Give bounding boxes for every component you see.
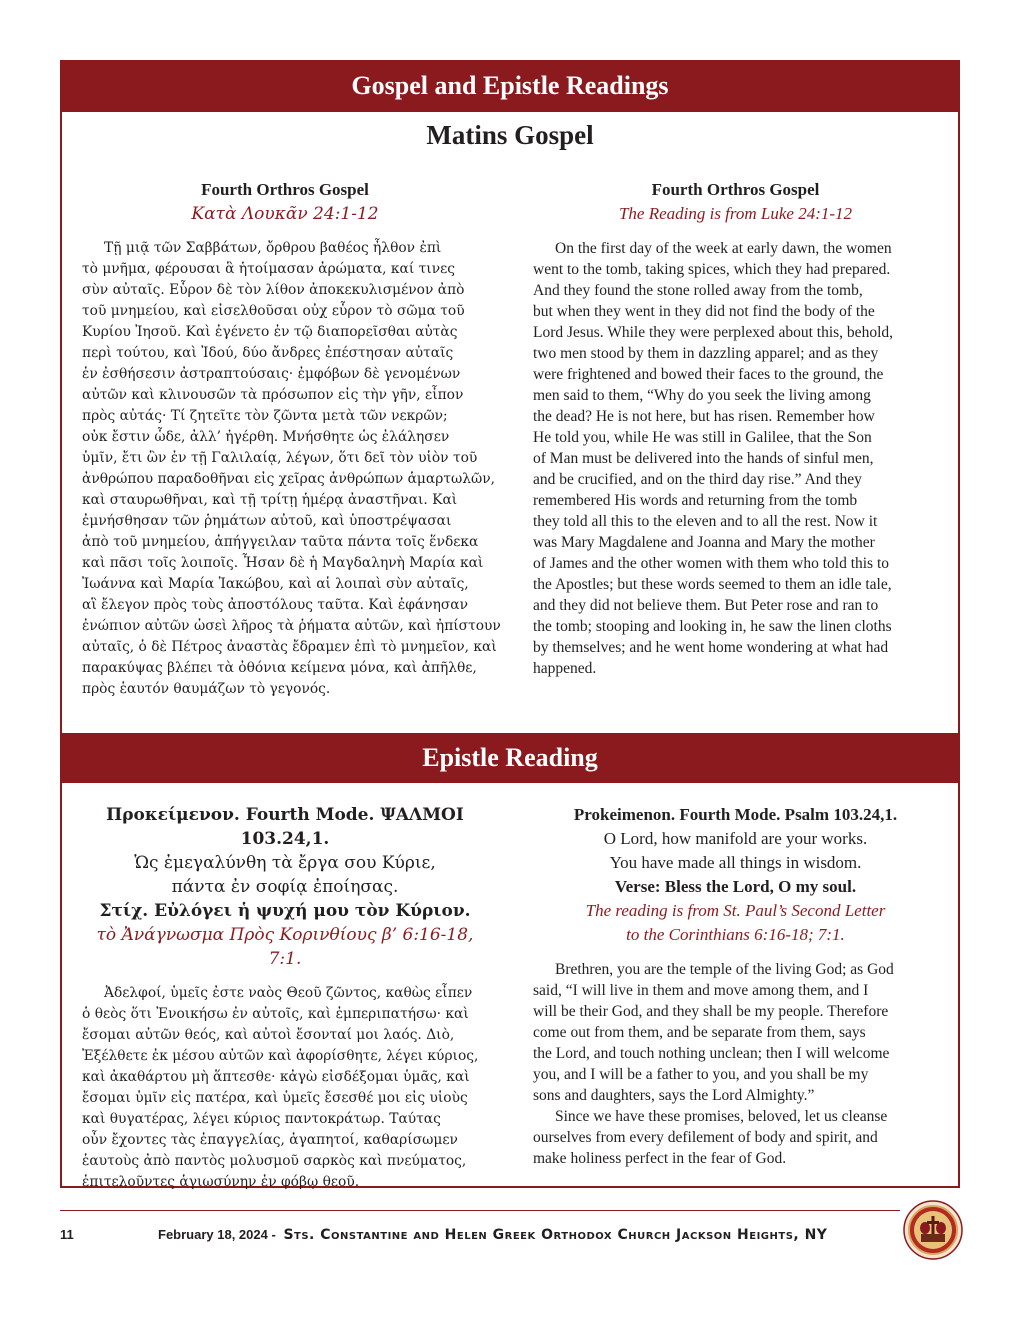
prokeimenon-english-line1: O Lord, how manifold are your works. bbox=[603, 829, 868, 848]
text-line: come out from them, and be separate from them, says bbox=[533, 1024, 866, 1041]
text-line: remembered His words and returning from the tomb bbox=[533, 492, 858, 509]
text-line: πρὸς ἑαυτόν θαυμάζων τὸ γεγονός. bbox=[82, 681, 331, 697]
text-line: was Mary Magdalene and Joanna and Mary the mother bbox=[533, 534, 875, 551]
text-line: the tomb; stooping and looking in, he saw the linen cloths bbox=[533, 618, 892, 635]
text-line: of James and the other women with them who told this to bbox=[533, 555, 890, 572]
text-line: σὺν αὐταῖς. Εὗρον δὲ τὸν λίθον ἀποκεκυλισμένον ἀπὸ bbox=[82, 282, 465, 298]
text-line: ἔσομαι αὐτῶν θεός, καὶ αὐτοὶ ἔσονταί μοι λαός. Διὸ, bbox=[82, 1027, 455, 1043]
section-banner-readings: Gospel and Epistle Readings bbox=[60, 60, 960, 112]
text-line: αὐτῶν καὶ κλινουσῶν τὰ πρόσωπον εἰς τὴν γῆν, εἶπον bbox=[82, 387, 464, 403]
text-line: καὶ θυγατέρας, λέγει κύριος παντοκράτωρ. Ταύτας bbox=[82, 1111, 441, 1127]
text-line: the Apostles; but these words seemed to them an idle tale, bbox=[533, 576, 892, 593]
text-line: Ἰωάννα καὶ Μαρία Ἰακώβου, καὶ αἱ λοιπαὶ σὺν αὐταῖς, bbox=[82, 576, 469, 592]
text-line: αἳ ἔλεγον πρὸς τοὺς ἀποστόλους ταῦτα. Καὶ ἐφάνησαν bbox=[82, 597, 469, 613]
epistle-english-reference-line2: to the Corinthians 6:16-18; 7:1. bbox=[626, 925, 845, 944]
church-seal-icon bbox=[903, 1200, 963, 1260]
page-number: 11 bbox=[60, 1227, 74, 1242]
section-banner-epistle: Epistle Reading bbox=[60, 733, 960, 783]
text-line: Κυρίου Ἰησοῦ. Καὶ ἐγένετο ἐν τῷ διαπορεῖσθαι αὐτὰς bbox=[82, 324, 458, 340]
text-line: the dead? He is not here, but has risen. Remember how bbox=[533, 408, 875, 425]
footer-separator: - bbox=[271, 1227, 276, 1242]
text-line: Ἀδελφοί, ὑμεῖς ἐστε ναὸς Θεοῦ ζῶντος, καθὼς εἶπεν bbox=[104, 985, 473, 1001]
matins-gospel-title: Matins Gospel bbox=[426, 120, 594, 150]
text-line: and be crucified, and on the third day rise.” And they bbox=[533, 471, 862, 488]
gospel-english-text bbox=[533, 238, 938, 679]
text-line: τὸ μνῆμα, φέρουσαι ἃ ἡτοίμασαν ἀρώματα, καί τινες bbox=[82, 261, 455, 277]
text-line: of Man must be delivered into the hands of sinful men, bbox=[533, 450, 874, 467]
text-line: you, and I will be a father to you, and you shall be my bbox=[533, 1066, 869, 1083]
verse-greek: Στίχ. Εὐλόγει ἡ ψυχή μου τὸν Κύριον. bbox=[99, 901, 471, 921]
text-line: αὐταῖς, ὁ δὲ Πέτρος ἀναστὰς ἔδραμεν ἐπὶ τὸ μνημεῖον, καὶ bbox=[82, 639, 497, 655]
text-line: He told you, while He was still in Galilee, that the Son bbox=[533, 429, 872, 446]
prokeimenon-greek-line2: πάντα ἐν σοφίᾳ ἐποίησας. bbox=[171, 877, 399, 897]
text-line: And they found the stone rolled away from the tomb, bbox=[533, 282, 863, 299]
text-line: they told all this to the eleven and to all the rest. Now it bbox=[533, 513, 878, 530]
text-line: happened. bbox=[533, 660, 597, 677]
text-line: τοῦ μνημείου, καὶ εἰσελθοῦσαι οὐχ εὗρον τὸ σῶμα τοῦ bbox=[82, 303, 465, 319]
text-line: ὁ θεὸς ὅτι Ἐνοικήσω ἐν αὐτοῖς, καὶ ἐμπεριπατήσω· καὶ bbox=[82, 1006, 469, 1022]
text-line: ἐπιτελοῦντες ἁγιωσύνην ἐν φόβῳ θεοῦ. bbox=[82, 1174, 360, 1190]
prokeimenon-greek: Προκείμενον. Fourth Mode. ΨΑΛΜΟΙ 103.24,1. bbox=[106, 805, 464, 849]
epistle-english-text bbox=[533, 959, 938, 1169]
text-line: make holiness perfect in the fear of God. bbox=[533, 1150, 787, 1167]
text-line: Ἐξέλθετε ἐκ μέσου αὐτῶν καὶ ἀφορίσθητε, λέγει κύριος, bbox=[82, 1048, 479, 1064]
text-line: Since we have these promises, beloved, let us cleanse bbox=[555, 1108, 888, 1125]
gospel-english-reference: The Reading is from Luke 24:1-12 bbox=[618, 204, 853, 223]
text-line: will be their God, and they shall be my people. Therefore bbox=[533, 1003, 889, 1020]
text-line: περὶ τούτου, καὶ Ἰδού, δύο ἄνδρες ἐπέστησαν αὐταῖς bbox=[82, 345, 454, 361]
text-line: ὑμῖν, ἔτι ὢν ἐν τῇ Γαλιλαίᾳ, λέγων, ὅτι δεῖ τὸν υἱὸν τοῦ bbox=[82, 450, 478, 466]
verse-english: Verse: Bless the Lord, O my soul. bbox=[614, 877, 857, 896]
text-line: On the first day of the week at early dawn, the women bbox=[555, 240, 892, 257]
text-line: the Lord, and touch nothing unclean; then I will welcome bbox=[533, 1045, 890, 1062]
text-line: two men stood by them in dazzling apparel; and as they bbox=[533, 345, 879, 362]
text-line: men said to them, “Why do you seek the living among bbox=[533, 387, 871, 404]
prokeimenon-english-line2: You have made all things in wisdom. bbox=[609, 853, 862, 872]
text-line: καὶ πᾶσι τοῖς λοιποῖς. Ἦσαν δὲ ἡ Μαγδαληνὴ Μαρία καὶ bbox=[82, 555, 484, 571]
text-line: ourselves from every defilement of body and spirit, and bbox=[533, 1129, 878, 1146]
text-line: ἐνώπιον αὐτῶν ὡσεὶ λῆρος τὰ ῥήματα αὐτῶν, καὶ ἠπίστουν bbox=[82, 618, 501, 634]
text-line: ἑαυτοὺς ἀπὸ παντὸς μολυσμοῦ σαρκὸς καὶ πνεύματος, bbox=[82, 1153, 467, 1169]
text-line: said, “I will live in them and move among them, and I bbox=[533, 982, 869, 999]
text-line: οὖν ἔχοντες τὰς ἐπαγγελίας, ἀγαπητοί, καθαρίσωμεν bbox=[82, 1132, 458, 1148]
text-line: πρὸς αὐτάς· Τί ζητεῖτε τὸν ζῶντα μετὰ τῶν νεκρῶν; bbox=[82, 408, 448, 424]
epistle-greek-reference: τὸ Ἀνάγνωσμα Πρὸς Κορινθίους β’ 6:16-18, 7:1. bbox=[96, 925, 474, 969]
epistle-greek-text bbox=[82, 983, 488, 1193]
text-line: ἐμνήσθησαν τῶν ῥημάτων αὐτοῦ, καὶ ὑποστρέψασαι bbox=[82, 513, 452, 529]
text-line: Lord Jesus. While they were perplexed about this, behold, bbox=[533, 324, 893, 341]
prokeimenon-greek-line1: Ὡς ἐμεγαλύνθη τὰ ἔργα σου Κύριε, bbox=[134, 853, 436, 873]
text-line: παρακύψας βλέπει τὰ ὀθόνια κείμενα μόνα, καὶ ἀπῆλθε, bbox=[82, 660, 477, 676]
epistle-greek-column bbox=[82, 803, 488, 1193]
footer-church-name: Sts. Constantine and Helen Greek Orthodox Church Jackson Heights, NY bbox=[283, 1227, 828, 1243]
text-line: ἔσομαι ὑμῖν εἰς πατέρα, καὶ ὑμεῖς ἔσεσθέ μοι εἰς υἱοὺς bbox=[82, 1090, 468, 1106]
gospel-greek-text bbox=[82, 238, 501, 700]
gospel-greek-column bbox=[82, 178, 501, 700]
text-line: ἐν ἐσθήσεσιν ἀστραπτούσαις· ἐμφόβων δὲ γενομένων bbox=[82, 366, 461, 382]
text-line: Brethren, you are the temple of the living God; as God bbox=[555, 961, 894, 978]
gospel-english-column bbox=[533, 178, 938, 679]
footer-date: February 18, 2024 bbox=[158, 1227, 268, 1242]
gospel-greek-reference: Κατὰ Λουκᾶν 24:1-12 bbox=[191, 204, 379, 224]
text-line: were frightened and bowed their faces to the ground, the bbox=[533, 366, 884, 383]
text-line: but when they went in they did not find the body of the bbox=[533, 303, 875, 320]
epistle-english-column bbox=[533, 803, 938, 1169]
text-line: went to the tomb, taking spices, which they had prepared. bbox=[533, 261, 891, 278]
gospel-english-heading: Fourth Orthros Gospel bbox=[651, 180, 820, 199]
gospel-greek-heading: Fourth Orthros Gospel bbox=[201, 180, 369, 199]
text-line: and they did not believe them. But Peter rose and ran to bbox=[533, 597, 879, 614]
footer-rule bbox=[60, 1210, 900, 1211]
footer-line bbox=[158, 1227, 827, 1243]
text-line: by themselves; and he went home wondering at what had bbox=[533, 639, 889, 656]
text-line: Τῇ μιᾷ τῶν Σαββάτων, ὄρθρου βαθέος ἦλθον ἐπὶ bbox=[104, 240, 442, 256]
text-line: καὶ ἀκαθάρτου μὴ ἅπτεσθε· κἀγὼ εἰσδέξομαι ὑμᾶς, καὶ bbox=[82, 1069, 470, 1085]
epistle-english-reference-line1: The reading is from St. Paul’s Second Letter bbox=[585, 901, 886, 920]
text-line: οὐκ ἔστιν ὧδε, ἀλλ’ ἠγέρθη. Μνήσθητε ὡς ἐλάλησεν bbox=[82, 429, 450, 445]
text-line: καὶ σταυρωθῆναι, καὶ τῇ τρίτῃ ἡμέρᾳ ἀναστῆναι. Καὶ bbox=[82, 492, 458, 508]
text-line: ἀπὸ τοῦ μνημείου, ἀπήγγειλαν ταῦτα πάντα τοῖς ἕνδεκα bbox=[82, 534, 479, 550]
text-line: sons and daughters, says the Lord Almighty.” bbox=[533, 1087, 815, 1104]
text-line: ἀνθρώπου παραδοθῆναι εἰς χεῖρας ἀνθρώπων ἁμαρτωλῶν, bbox=[82, 471, 495, 487]
prokeimenon-english: Prokeimenon. Fourth Mode. Psalm 103.24,1. bbox=[573, 805, 898, 824]
footer bbox=[60, 1223, 890, 1247]
